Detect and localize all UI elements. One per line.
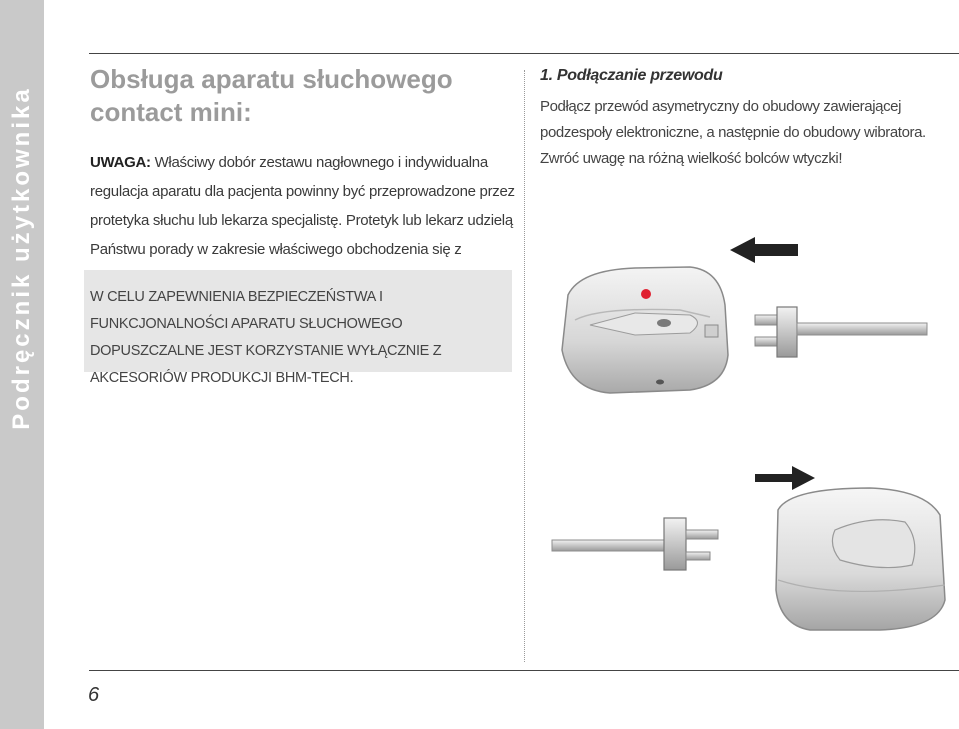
warning-text: Właściwy dobór zestawu nagłownego i indywidualna regulacja aparatu dla pacjenta powinny być przeprowadzone przez protetyka słuchu lub lekarza specjalistę. Protetyk lub lekarz udzielą Państwu porady w zakresie właściwego obchodzenia się z: [90, 154, 515, 258]
section-heading: 1. Podłączanie przewodu: [540, 67, 723, 84]
section-body: Podłącz przewód asymetryczny do obudowy zawierającej podzespoły elektroniczne, a następnie do obudowy wibratora. Zwróć uwagę na różną wielkość bolców wtyczki!: [540, 98, 926, 167]
page-title: Obsługa aparatu słuchowego contact mini:: [90, 64, 453, 127]
sidebar-band: [0, 0, 44, 729]
figure-vibrator-housing: [540, 460, 950, 650]
arrow-left-icon: [730, 237, 798, 263]
page-number: 6: [88, 684, 100, 706]
led-indicator: [641, 289, 651, 299]
notice-box: [84, 270, 512, 386]
plug-connector-image: [755, 307, 927, 357]
top-rule: [89, 53, 959, 54]
electronics-housing-image: [562, 267, 728, 393]
column-divider: [524, 70, 525, 662]
plug-connector-image: [552, 518, 718, 570]
warning-lead: UWAGA:: [90, 154, 151, 171]
bottom-rule: [89, 670, 959, 671]
notice-text: W CELU ZAPEWNIENIA BEZPIECZEŃSTWA I FUNKCJONALNOŚCI APARATU SŁUCHOWEGO DOPUSZCZALNE JEST KORZYSTANIE WYŁĄCZNIE Z AKCESORIÓW PRODUKCJI BHM-TECH.: [90, 289, 442, 386]
vibrator-housing-image: [776, 488, 945, 630]
figure-electronics-housing: [540, 225, 950, 415]
arrow-right-icon: [755, 466, 815, 490]
sidebar-label: Podręcznik użytkownika: [8, 86, 35, 430]
